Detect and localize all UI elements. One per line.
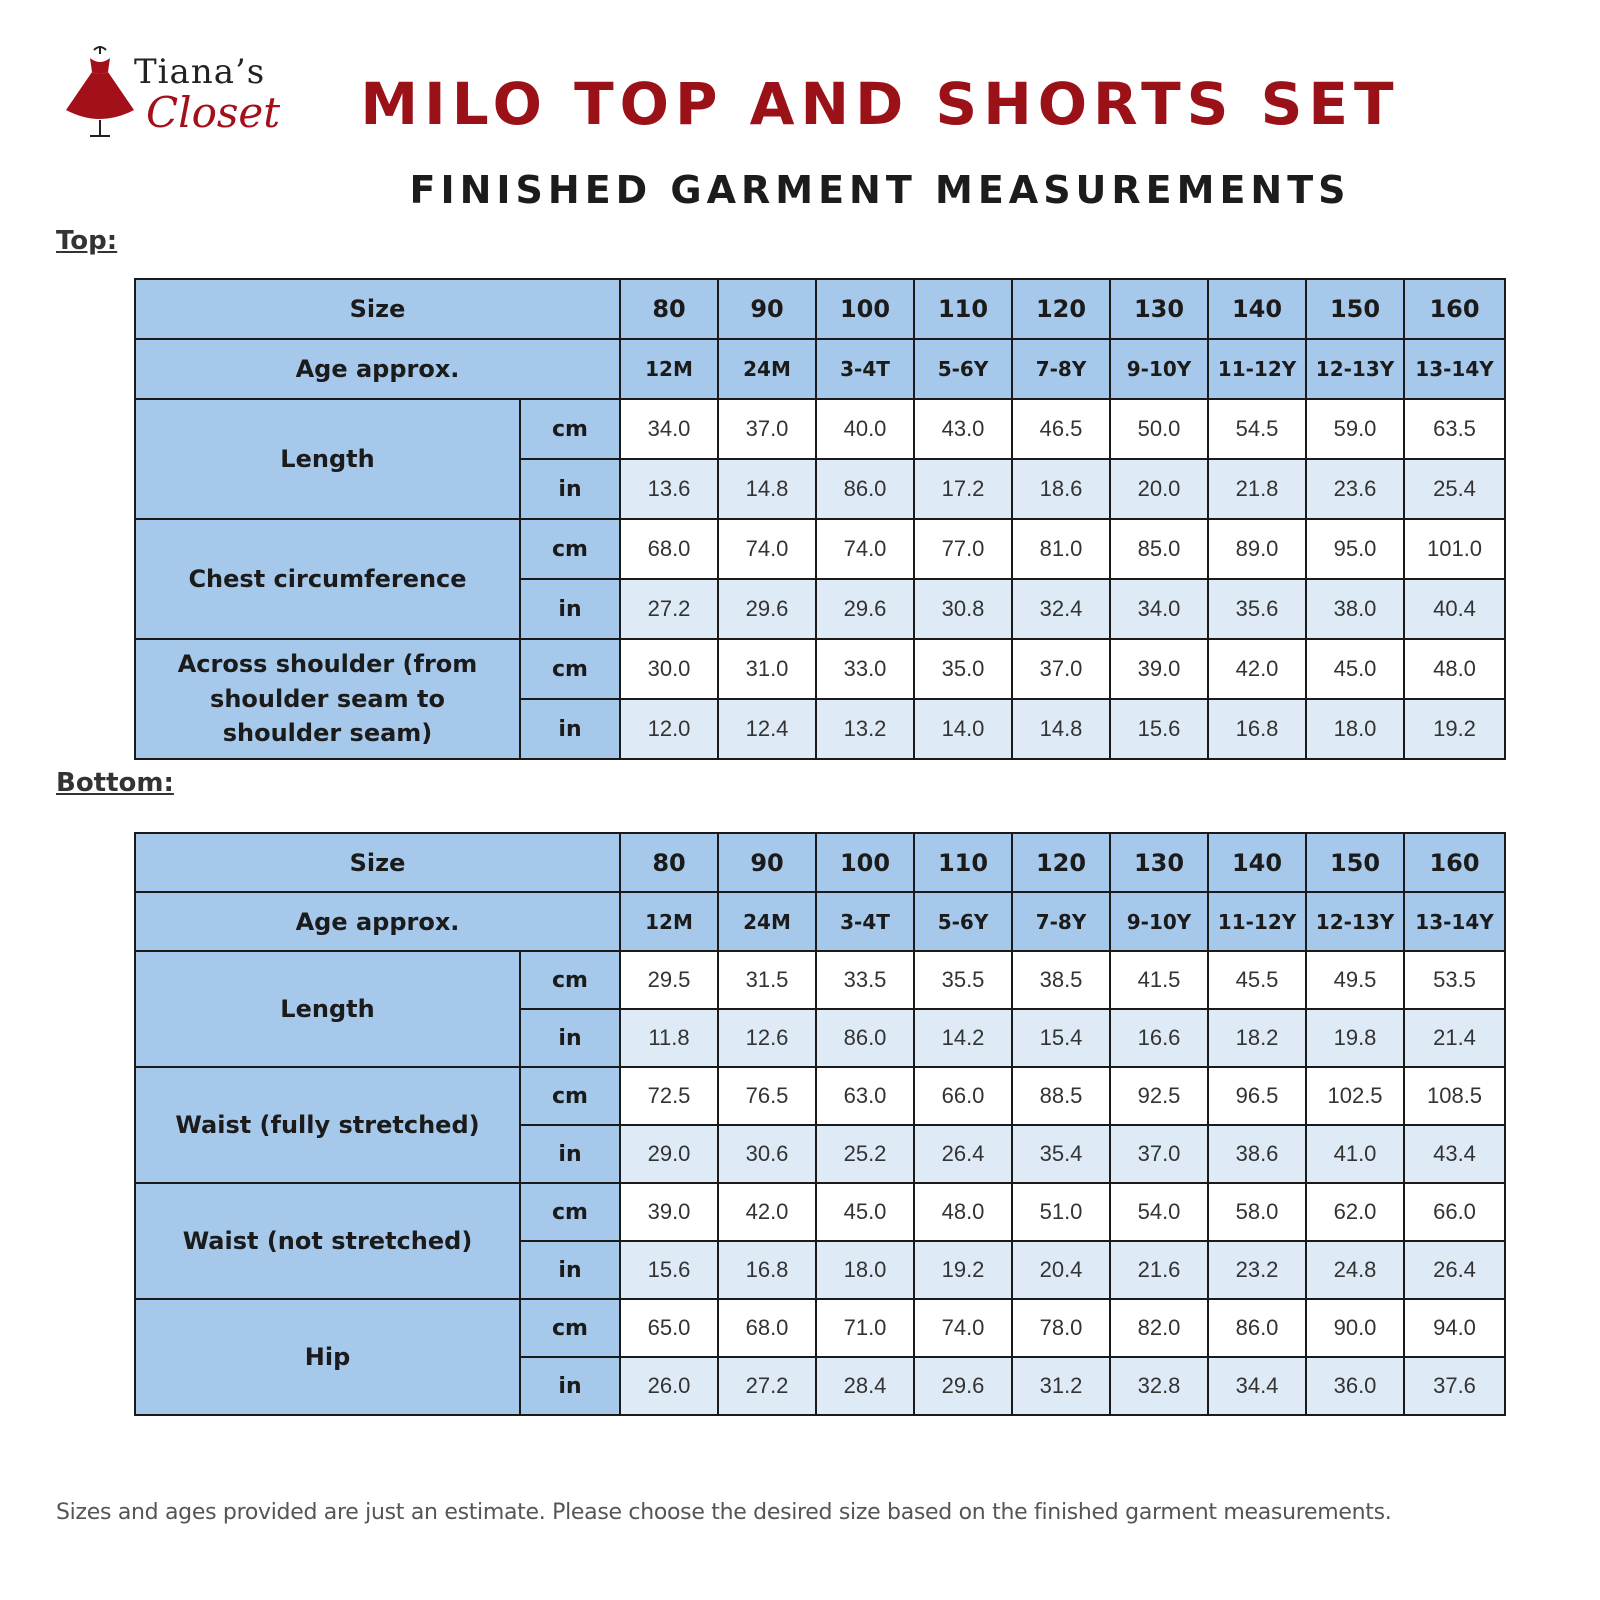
value-cell-cm: 74.0 [816, 519, 914, 579]
value-cell-cm: 37.0 [718, 399, 816, 459]
measurement-label: Length [135, 399, 520, 519]
age-header-cell: 7-8Y [1012, 339, 1110, 399]
brand-name-line2: Closet [146, 88, 281, 137]
bottom-section-label: Bottom: [56, 768, 174, 798]
value-cell-cm: 58.0 [1208, 1183, 1306, 1241]
value-cell-in: 41.0 [1306, 1125, 1404, 1183]
value-cell-in: 86.0 [816, 1009, 914, 1067]
value-cell-cm: 101.0 [1404, 519, 1505, 579]
page-title: MILO TOP AND SHORTS SET [360, 70, 1400, 138]
value-cell-cm: 48.0 [914, 1183, 1012, 1241]
value-cell-in: 21.4 [1404, 1009, 1505, 1067]
value-cell-cm: 33.5 [816, 951, 914, 1009]
unit-label-cm: cm [520, 1183, 620, 1241]
value-cell-cm: 50.0 [1110, 399, 1208, 459]
value-cell-cm: 102.5 [1306, 1067, 1404, 1125]
value-cell-in: 14.0 [914, 699, 1012, 759]
value-cell-in: 26.4 [914, 1125, 1012, 1183]
value-cell-cm: 43.0 [914, 399, 1012, 459]
unit-label-cm: cm [520, 1067, 620, 1125]
value-cell-in: 29.6 [718, 579, 816, 639]
value-cell-in: 34.4 [1208, 1357, 1306, 1415]
value-cell-cm: 82.0 [1110, 1299, 1208, 1357]
age-header-cell: 12M [620, 892, 718, 951]
value-cell-in: 29.6 [816, 579, 914, 639]
value-cell-in: 27.2 [620, 579, 718, 639]
age-header-cell: 11-12Y [1208, 892, 1306, 951]
value-cell-in: 17.2 [914, 459, 1012, 519]
measurement-label: Across shoulder (from shoulder seam to shoulder seam) [135, 639, 520, 759]
table-row-cm [135, 399, 1505, 459]
size-header-cell: 90 [718, 833, 816, 892]
value-cell-in: 18.0 [816, 1241, 914, 1299]
age-header-cell: 5-6Y [914, 892, 1012, 951]
value-cell-cm: 85.0 [1110, 519, 1208, 579]
value-cell-in: 29.6 [914, 1357, 1012, 1415]
table-row-cm [135, 951, 1505, 1009]
size-header-cell: 130 [1110, 279, 1208, 339]
value-cell-in: 25.2 [816, 1125, 914, 1183]
value-cell-cm: 39.0 [620, 1183, 718, 1241]
size-header-row [135, 279, 1505, 339]
value-cell-in: 32.8 [1110, 1357, 1208, 1415]
age-header-label: Age approx. [135, 339, 620, 399]
value-cell-in: 30.6 [718, 1125, 816, 1183]
value-cell-in: 20.0 [1110, 459, 1208, 519]
table-row-cm [135, 519, 1505, 579]
value-cell-in: 11.8 [620, 1009, 718, 1067]
age-header-cell: 3-4T [816, 892, 914, 951]
age-header-cell: 11-12Y [1208, 339, 1306, 399]
value-cell-cm: 68.0 [620, 519, 718, 579]
value-cell-in: 35.4 [1012, 1125, 1110, 1183]
unit-label-in: in [520, 1009, 620, 1067]
value-cell-in: 40.4 [1404, 579, 1505, 639]
value-cell-cm: 48.0 [1404, 639, 1505, 699]
unit-label-in: in [520, 1357, 620, 1415]
value-cell-cm: 77.0 [914, 519, 1012, 579]
unit-label-cm: cm [520, 639, 620, 699]
value-cell-in: 35.6 [1208, 579, 1306, 639]
value-cell-in: 16.8 [718, 1241, 816, 1299]
size-header-cell: 110 [914, 833, 1012, 892]
value-cell-cm: 45.5 [1208, 951, 1306, 1009]
value-cell-cm: 72.5 [620, 1067, 718, 1125]
value-cell-in: 12.4 [718, 699, 816, 759]
size-header-cell: 160 [1404, 279, 1505, 339]
top-section-label: Top: [56, 226, 118, 256]
value-cell-cm: 63.5 [1404, 399, 1505, 459]
value-cell-cm: 31.0 [718, 639, 816, 699]
value-cell-cm: 63.0 [816, 1067, 914, 1125]
size-header-cell: 160 [1404, 833, 1505, 892]
value-cell-in: 18.0 [1306, 699, 1404, 759]
value-cell-cm: 31.5 [718, 951, 816, 1009]
value-cell-cm: 53.5 [1404, 951, 1505, 1009]
bottom-measurement-table [134, 832, 1506, 1416]
value-cell-in: 14.8 [1012, 699, 1110, 759]
value-cell-in: 15.4 [1012, 1009, 1110, 1067]
value-cell-in: 28.4 [816, 1357, 914, 1415]
value-cell-cm: 33.0 [816, 639, 914, 699]
value-cell-cm: 38.5 [1012, 951, 1110, 1009]
value-cell-in: 23.2 [1208, 1241, 1306, 1299]
value-cell-cm: 35.5 [914, 951, 1012, 1009]
measurement-label: Chest circumference [135, 519, 520, 639]
value-cell-cm: 59.0 [1306, 399, 1404, 459]
value-cell-cm: 54.0 [1110, 1183, 1208, 1241]
value-cell-in: 34.0 [1110, 579, 1208, 639]
value-cell-cm: 94.0 [1404, 1299, 1505, 1357]
table-row-cm [135, 1299, 1505, 1357]
value-cell-in: 14.2 [914, 1009, 1012, 1067]
value-cell-in: 43.4 [1404, 1125, 1505, 1183]
value-cell-cm: 71.0 [816, 1299, 914, 1357]
value-cell-cm: 89.0 [1208, 519, 1306, 579]
value-cell-cm: 88.5 [1012, 1067, 1110, 1125]
unit-label-cm: cm [520, 519, 620, 579]
size-header-label: Size [135, 833, 620, 892]
value-cell-in: 30.8 [914, 579, 1012, 639]
value-cell-cm: 74.0 [718, 519, 816, 579]
age-header-cell: 24M [718, 892, 816, 951]
size-header-cell: 140 [1208, 833, 1306, 892]
value-cell-in: 27.2 [718, 1357, 816, 1415]
value-cell-cm: 29.5 [620, 951, 718, 1009]
size-header-cell: 100 [816, 833, 914, 892]
value-cell-cm: 41.5 [1110, 951, 1208, 1009]
value-cell-in: 16.8 [1208, 699, 1306, 759]
size-header-cell: 150 [1306, 833, 1404, 892]
page-subtitle: FINISHED GARMENT MEASUREMENTS [409, 168, 1351, 212]
size-header-cell: 80 [620, 279, 718, 339]
value-cell-in: 13.6 [620, 459, 718, 519]
age-header-cell: 12-13Y [1306, 892, 1404, 951]
value-cell-in: 26.0 [620, 1357, 718, 1415]
value-cell-cm: 66.0 [914, 1067, 1012, 1125]
value-cell-cm: 54.5 [1208, 399, 1306, 459]
age-header-cell: 3-4T [816, 339, 914, 399]
value-cell-in: 15.6 [1110, 699, 1208, 759]
value-cell-cm: 39.0 [1110, 639, 1208, 699]
value-cell-in: 38.6 [1208, 1125, 1306, 1183]
unit-label-in: in [520, 459, 620, 519]
value-cell-in: 20.4 [1012, 1241, 1110, 1299]
value-cell-in: 15.6 [620, 1241, 718, 1299]
unit-label-in: in [520, 1241, 620, 1299]
value-cell-in: 12.0 [620, 699, 718, 759]
value-cell-cm: 62.0 [1306, 1183, 1404, 1241]
value-cell-cm: 68.0 [718, 1299, 816, 1357]
value-cell-in: 19.2 [914, 1241, 1012, 1299]
top-measurement-table [134, 278, 1506, 760]
value-cell-in: 25.4 [1404, 459, 1505, 519]
size-header-cell: 140 [1208, 279, 1306, 339]
age-header-cell: 13-14Y [1404, 892, 1505, 951]
value-cell-cm: 49.5 [1306, 951, 1404, 1009]
size-header-cell: 90 [718, 279, 816, 339]
measurement-label: Waist (not stretched) [135, 1183, 520, 1299]
value-cell-in: 36.0 [1306, 1357, 1404, 1415]
age-header-cell: 12M [620, 339, 718, 399]
measurement-label: Hip [135, 1299, 520, 1415]
value-cell-in: 86.0 [816, 459, 914, 519]
value-cell-cm: 35.0 [914, 639, 1012, 699]
value-cell-in: 26.4 [1404, 1241, 1505, 1299]
table-row-cm [135, 639, 1505, 699]
measurement-label: Length [135, 951, 520, 1067]
value-cell-cm: 108.5 [1404, 1067, 1505, 1125]
value-cell-in: 13.2 [816, 699, 914, 759]
value-cell-in: 14.8 [718, 459, 816, 519]
size-header-cell: 110 [914, 279, 1012, 339]
value-cell-in: 18.6 [1012, 459, 1110, 519]
value-cell-cm: 78.0 [1012, 1299, 1110, 1357]
age-header-cell: 13-14Y [1404, 339, 1505, 399]
age-header-row [135, 339, 1505, 399]
unit-label-cm: cm [520, 951, 620, 1009]
value-cell-in: 19.2 [1404, 699, 1505, 759]
size-header-cell: 130 [1110, 833, 1208, 892]
value-cell-cm: 42.0 [718, 1183, 816, 1241]
unit-label-cm: cm [520, 399, 620, 459]
brand-logo [62, 44, 282, 144]
value-cell-cm: 65.0 [620, 1299, 718, 1357]
value-cell-in: 19.8 [1306, 1009, 1404, 1067]
value-cell-in: 12.6 [718, 1009, 816, 1067]
value-cell-cm: 81.0 [1012, 519, 1110, 579]
value-cell-cm: 86.0 [1208, 1299, 1306, 1357]
value-cell-in: 32.4 [1012, 579, 1110, 639]
unit-label-cm: cm [520, 1299, 620, 1357]
age-header-cell: 9-10Y [1110, 892, 1208, 951]
value-cell-in: 29.0 [620, 1125, 718, 1183]
value-cell-cm: 45.0 [816, 1183, 914, 1241]
value-cell-in: 23.6 [1306, 459, 1404, 519]
table-row-cm [135, 1067, 1505, 1125]
unit-label-in: in [520, 1125, 620, 1183]
size-header-cell: 150 [1306, 279, 1404, 339]
value-cell-in: 21.8 [1208, 459, 1306, 519]
value-cell-cm: 76.5 [718, 1067, 816, 1125]
age-header-label: Age approx. [135, 892, 620, 951]
value-cell-cm: 37.0 [1012, 639, 1110, 699]
red-dress-icon [62, 44, 142, 140]
value-cell-in: 21.6 [1110, 1241, 1208, 1299]
size-header-cell: 80 [620, 833, 718, 892]
value-cell-in: 31.2 [1012, 1357, 1110, 1415]
value-cell-cm: 34.0 [620, 399, 718, 459]
table-row-cm [135, 1183, 1505, 1241]
age-header-cell: 7-8Y [1012, 892, 1110, 951]
value-cell-cm: 46.5 [1012, 399, 1110, 459]
value-cell-cm: 40.0 [816, 399, 914, 459]
value-cell-cm: 96.5 [1208, 1067, 1306, 1125]
brand-name-line1: Tiana’s [134, 52, 266, 92]
value-cell-cm: 45.0 [1306, 639, 1404, 699]
age-header-cell: 12-13Y [1306, 339, 1404, 399]
age-header-row [135, 892, 1505, 951]
value-cell-in: 18.2 [1208, 1009, 1306, 1067]
size-header-row [135, 833, 1505, 892]
age-header-cell: 24M [718, 339, 816, 399]
value-cell-cm: 92.5 [1110, 1067, 1208, 1125]
value-cell-in: 37.0 [1110, 1125, 1208, 1183]
size-header-cell: 100 [816, 279, 914, 339]
value-cell-cm: 90.0 [1306, 1299, 1404, 1357]
age-header-cell: 5-6Y [914, 339, 1012, 399]
measurement-label: Waist (fully stretched) [135, 1067, 520, 1183]
value-cell-in: 37.6 [1404, 1357, 1505, 1415]
value-cell-in: 16.6 [1110, 1009, 1208, 1067]
footer-note: Sizes and ages provided are just an estimate. Please choose the desired size based on the finished garment measurements. [56, 1500, 1392, 1525]
unit-label-in: in [520, 699, 620, 759]
value-cell-cm: 42.0 [1208, 639, 1306, 699]
size-header-cell: 120 [1012, 279, 1110, 339]
value-cell-in: 24.8 [1306, 1241, 1404, 1299]
age-header-cell: 9-10Y [1110, 339, 1208, 399]
value-cell-cm: 30.0 [620, 639, 718, 699]
value-cell-cm: 74.0 [914, 1299, 1012, 1357]
value-cell-cm: 95.0 [1306, 519, 1404, 579]
unit-label-in: in [520, 579, 620, 639]
size-header-cell: 120 [1012, 833, 1110, 892]
value-cell-cm: 66.0 [1404, 1183, 1505, 1241]
value-cell-cm: 51.0 [1012, 1183, 1110, 1241]
size-header-label: Size [135, 279, 620, 339]
value-cell-in: 38.0 [1306, 579, 1404, 639]
